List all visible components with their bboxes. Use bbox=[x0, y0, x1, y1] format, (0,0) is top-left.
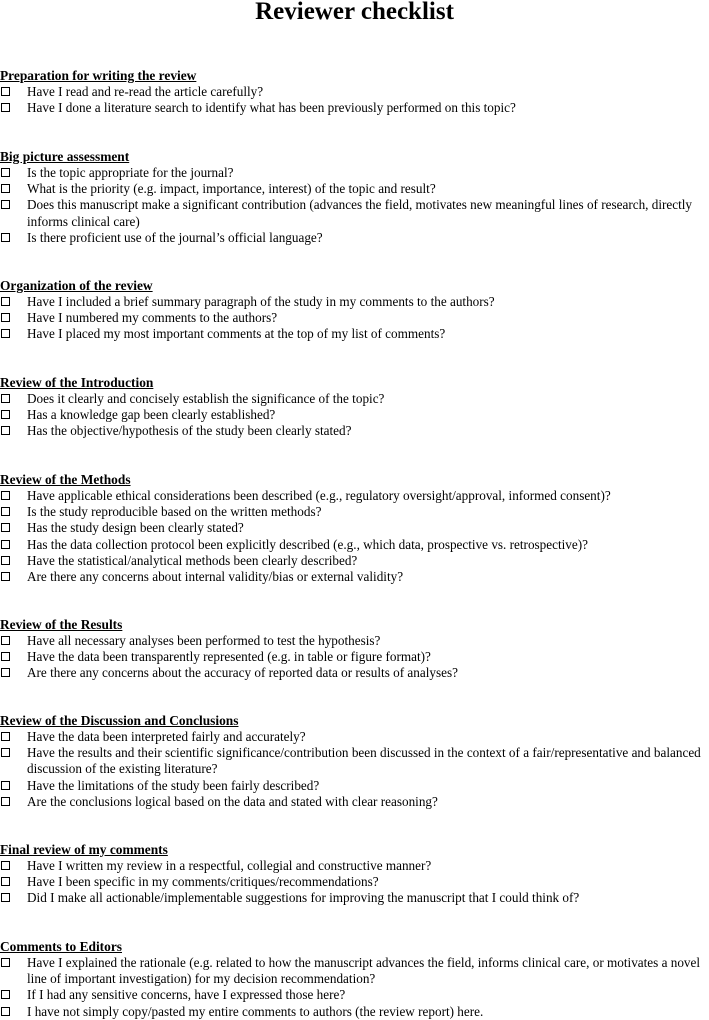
checklist-item bbox=[0, 230, 709, 246]
checklist-item-text: Does this manuscript make a significant contribution (advances the field, motivates new meaningful lines of research, directly informs clinical care) bbox=[27, 197, 693, 229]
checkbox[interactable] bbox=[1, 410, 10, 419]
checkbox[interactable] bbox=[1, 958, 10, 967]
checklist-item bbox=[0, 745, 709, 777]
checklist-item bbox=[0, 569, 709, 585]
checkbox[interactable] bbox=[1, 491, 10, 500]
section-introduction bbox=[0, 375, 709, 440]
checklist-item-text: Have applicable ethical considerations been described (e.g., regulatory oversight/approval, informed consent)? bbox=[27, 488, 611, 503]
checklist-item-text: Have the results and their scientific significance/contribution been discussed in the context of a fair/representative and balanced discussion of the existing literature? bbox=[27, 745, 701, 777]
checkbox[interactable] bbox=[1, 523, 10, 532]
checklist-item-text: I have not simply copy/pasted my entire comments to authors (the review report) here. bbox=[27, 1003, 484, 1019]
checklist-item bbox=[0, 553, 709, 569]
checklist-item-text: Have the limitations of the study been fairly described? bbox=[27, 777, 320, 793]
checklist-item bbox=[0, 407, 709, 423]
checkbox[interactable] bbox=[1, 233, 10, 242]
checklist-item-text: Is the topic appropriate for the journal? bbox=[27, 165, 234, 180]
checklist-item bbox=[0, 665, 709, 681]
checklist-item-text: Has the study design been clearly stated? bbox=[27, 520, 244, 536]
checkbox[interactable] bbox=[1, 781, 10, 790]
section-heading: Review of the Results bbox=[0, 617, 123, 632]
checklist-item bbox=[0, 649, 709, 665]
checklist-item-text: Have I numbered my comments to the authors? bbox=[27, 310, 278, 326]
checklist-item bbox=[0, 488, 709, 504]
section-preparation bbox=[0, 68, 709, 116]
section-heading: Review of the Introduction bbox=[0, 375, 154, 390]
section-heading: Final review of my comments bbox=[0, 842, 168, 857]
checklist-item bbox=[0, 520, 709, 536]
checklist-item bbox=[0, 294, 709, 310]
checkbox[interactable] bbox=[1, 990, 10, 999]
checklist-item-text: Have I been specific in my comments/critiques/recommendations? bbox=[27, 874, 379, 890]
section-comments-to-editors bbox=[0, 939, 709, 1020]
section-heading: Review of the Discussion and Conclusions bbox=[0, 713, 239, 728]
section-heading: Review of the Methods bbox=[0, 472, 131, 487]
checklist-item-text: Have the data been transparently represented (e.g. in table or figure format)? bbox=[27, 649, 431, 665]
checklist-item bbox=[0, 858, 709, 874]
checklist-item bbox=[0, 874, 709, 890]
checklist-item-text: Have all necessary analyses been performed to test the hypothesis? bbox=[27, 633, 381, 648]
checkbox[interactable] bbox=[1, 652, 10, 661]
checklist-item bbox=[0, 391, 709, 407]
checklist-item-text: Is the study reproducible based on the written methods? bbox=[27, 504, 322, 520]
checkbox[interactable] bbox=[1, 572, 10, 581]
checklist-item-text: Does it clearly and concisely establish the significance of the topic? bbox=[27, 391, 385, 406]
checklist-item-text: Has a knowledge gap been clearly established? bbox=[27, 407, 276, 423]
checklist-item bbox=[0, 729, 709, 745]
checkbox[interactable] bbox=[1, 797, 10, 806]
checklist-item bbox=[0, 778, 709, 794]
checklist-item-text: Have I placed my most important comments at the top of my list of comments? bbox=[27, 326, 446, 342]
checklist-item bbox=[0, 504, 709, 520]
checklist-item-text: Have I written my review in a respectful, collegial and constructive manner? bbox=[27, 858, 432, 873]
checkbox[interactable] bbox=[1, 748, 10, 757]
section-final-review bbox=[0, 842, 709, 907]
checklist-item-text: If I had any sensitive concerns, have I expressed those here? bbox=[27, 987, 346, 1003]
checkbox[interactable] bbox=[1, 168, 10, 177]
checkbox[interactable] bbox=[1, 329, 10, 338]
checklist-item bbox=[0, 537, 709, 553]
section-results bbox=[0, 617, 709, 682]
checklist-item-text: Is there proficient use of the journal’s official language? bbox=[27, 229, 323, 245]
checklist-item-text: Have I done a literature search to identify what has been previously performed on this topic? bbox=[27, 100, 516, 116]
checklist-item bbox=[0, 633, 709, 649]
checkbox[interactable] bbox=[1, 1007, 10, 1016]
checklist-item-text: Are there any concerns about internal validity/bias or external validity? bbox=[27, 569, 404, 585]
checkbox[interactable] bbox=[1, 184, 10, 193]
checklist-item-text: Have I included a brief summary paragraph of the study in my comments to the authors? bbox=[27, 294, 495, 309]
checklist-item-text: What is the priority (e.g. impact, importance, interest) of the topic and result? bbox=[27, 181, 436, 197]
checkbox[interactable] bbox=[1, 313, 10, 322]
checkbox[interactable] bbox=[1, 861, 10, 870]
checklist-item-text: Have the statistical/analytical methods been clearly described? bbox=[27, 552, 358, 568]
section-heading: Big picture assessment bbox=[0, 149, 130, 164]
page-title: Reviewer checklist bbox=[255, 0, 454, 25]
checkbox[interactable] bbox=[1, 732, 10, 741]
section-heading: Preparation for writing the review bbox=[0, 68, 197, 83]
checklist-item bbox=[0, 987, 709, 1003]
checklist-item bbox=[0, 955, 709, 987]
checkbox[interactable] bbox=[1, 893, 10, 902]
section-organization bbox=[0, 278, 709, 343]
section-heading: Organization of the review bbox=[0, 278, 153, 293]
checkbox[interactable] bbox=[1, 200, 10, 209]
checkbox[interactable] bbox=[1, 297, 10, 306]
checkbox[interactable] bbox=[1, 87, 10, 96]
checklist-item bbox=[0, 1004, 709, 1020]
checklist-item bbox=[0, 423, 709, 439]
section-discussion bbox=[0, 713, 709, 810]
checkbox[interactable] bbox=[1, 556, 10, 565]
checklist-item bbox=[0, 794, 709, 810]
checklist-item bbox=[0, 181, 709, 197]
checkbox[interactable] bbox=[1, 426, 10, 435]
section-methods bbox=[0, 472, 709, 585]
checklist-item-text: Has the objective/hypothesis of the study been clearly stated? bbox=[27, 423, 352, 439]
checkbox[interactable] bbox=[1, 540, 10, 549]
checklist-item-text: Has the data collection protocol been explicitly described (e.g., which data, prospective vs. retrospective)? bbox=[27, 536, 588, 552]
checklist-item bbox=[0, 326, 709, 342]
checkbox[interactable] bbox=[1, 668, 10, 677]
checklist-item bbox=[0, 310, 709, 326]
checklist-item bbox=[0, 84, 709, 100]
checklist-item bbox=[0, 165, 709, 181]
section-heading: Comments to Editors bbox=[0, 939, 122, 954]
checklist-item bbox=[0, 890, 709, 906]
checkbox[interactable] bbox=[1, 394, 10, 403]
checklist-item-text: Have the data been interpreted fairly and accurately? bbox=[27, 729, 306, 744]
checklist-item-text: Have I explained the rationale (e.g. related to how the manuscript advances the field, informs clinical care, or motivates a novel line of important investigation) for my decision recommendation? bbox=[27, 955, 701, 987]
checkbox[interactable] bbox=[1, 877, 10, 886]
checklist-item-text: Did I make all actionable/implementable suggestions for improving the manuscript that I could think of? bbox=[27, 890, 580, 906]
checkbox[interactable] bbox=[1, 103, 10, 112]
checklist-item bbox=[0, 100, 709, 116]
section-big-picture bbox=[0, 149, 709, 246]
checkbox[interactable] bbox=[1, 507, 10, 516]
checklist-item-text: Are the conclusions logical based on the data and stated with clear reasoning? bbox=[27, 793, 438, 809]
checklist-item-text: Are there any concerns about the accuracy of reported data or results of analyses? bbox=[27, 665, 458, 681]
checkbox[interactable] bbox=[1, 636, 10, 645]
checklist-item-text: Have I read and re-read the article carefully? bbox=[27, 84, 264, 99]
checklist-item bbox=[0, 197, 709, 229]
